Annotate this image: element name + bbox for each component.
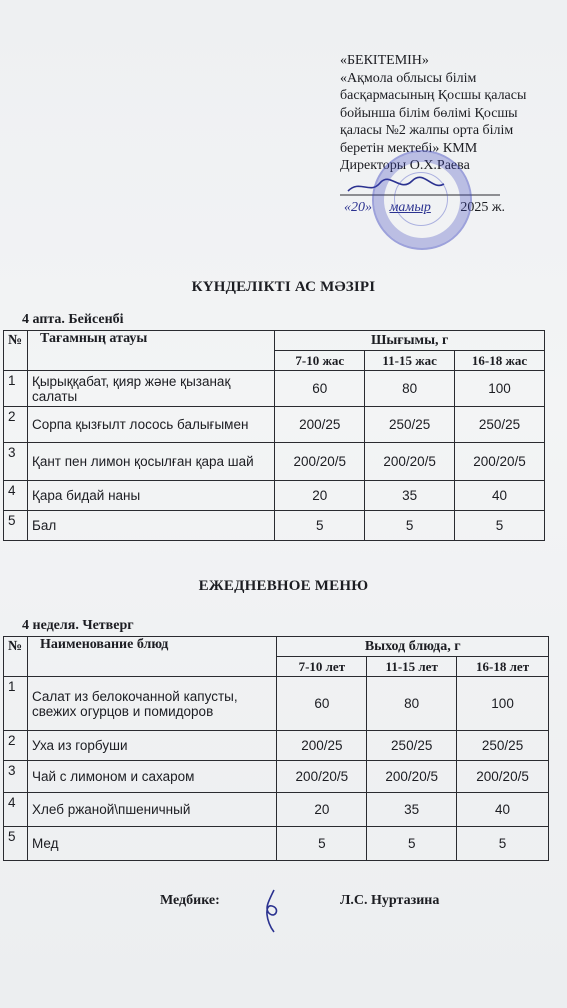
value-16-18: 100: [455, 371, 545, 407]
nurse-role: Медбике:: [160, 893, 220, 908]
stamp-inner-ring: [394, 172, 448, 226]
dish-name: Бал: [27, 511, 274, 541]
ru-menu-table: [3, 636, 549, 861]
approval-line-2: «Ақмола облысы білім: [340, 70, 477, 86]
col-name-header: Наименование блюд: [27, 637, 276, 677]
table-row: [4, 481, 545, 511]
row-num: 3: [4, 443, 28, 481]
value-16-18: 5: [457, 827, 549, 861]
value-16-18: 5: [455, 511, 545, 541]
date-day: «20»: [344, 199, 372, 215]
dish-name: Қара бидай наны: [27, 481, 274, 511]
age-col-2: 11-15 жас: [365, 351, 455, 371]
ru-title: ЕЖЕДНЕВНОЕ МЕНЮ: [198, 578, 369, 594]
approval-line-3: басқармасының Қосшы қаласы: [340, 88, 527, 103]
row-num: 5: [4, 511, 28, 541]
value-16-18: 40: [457, 793, 549, 827]
dish-name: Уха из горбуши: [27, 731, 276, 761]
age-col-3: 16-18 лет: [457, 657, 549, 677]
kz-menu-table: [3, 330, 545, 541]
approval-line-4: бойынша білім бөлімі Қосшы: [340, 105, 518, 121]
value-7-10: 5: [277, 827, 367, 861]
date-year: 2025 ж.: [460, 199, 506, 215]
date-month: мамыр: [389, 199, 431, 215]
value-11-15: 35: [367, 793, 457, 827]
value-7-10: 200/20/5: [275, 443, 365, 481]
value-11-15: 5: [367, 827, 457, 861]
value-7-10: 20: [275, 481, 365, 511]
dish-name: Мед: [27, 827, 276, 861]
table-row: [4, 761, 549, 793]
table-row: [4, 511, 545, 541]
table-row: [4, 827, 549, 861]
col-name-header: Тағамның атауы: [27, 331, 274, 371]
age-col-1: 7-10 лет: [277, 657, 367, 677]
table-header-row: [4, 637, 549, 657]
row-num: 2: [4, 407, 28, 443]
dish-name: Қант пен лимон қосылған қара шай: [27, 443, 274, 481]
value-11-15: 250/25: [367, 731, 457, 761]
value-11-15: 200/20/5: [365, 443, 455, 481]
nurse-signature: [254, 888, 294, 934]
approval-line-1: «БЕКІТЕМІН»: [340, 53, 429, 68]
value-11-15: 200/20/5: [367, 761, 457, 793]
col-output-header: Выход блюда, г: [277, 637, 549, 657]
col-output-header: Шығымы, г: [275, 331, 545, 351]
nurse-name: Л.С. Нуртазина: [340, 893, 440, 908]
value-7-10: 200/25: [277, 731, 367, 761]
col-num-header: №: [4, 637, 28, 677]
value-11-15: 35: [365, 481, 455, 511]
dish-name: Қырыққабат, қияр және қызанақ салаты: [27, 371, 274, 407]
dish-name: Хлеб ржаной\пшеничный: [27, 793, 276, 827]
value-16-18: 200/20/5: [457, 761, 549, 793]
value-16-18: 40: [455, 481, 545, 511]
row-num: 4: [4, 793, 28, 827]
value-11-15: 80: [367, 677, 457, 731]
approval-line-6: беретін мектебі» КММ: [340, 140, 478, 156]
kz-week: 4 апта. Бейсенбі: [22, 312, 124, 327]
table-row: [4, 371, 545, 407]
row-num: 3: [4, 761, 28, 793]
value-7-10: 60: [275, 371, 365, 407]
dish-name: Чай с лимоном и сахаром: [27, 761, 276, 793]
dish-name: Сорпа қызғылт лосось балығымен: [27, 407, 274, 443]
value-16-18: 200/20/5: [455, 443, 545, 481]
table-row: [4, 407, 545, 443]
value-7-10: 20: [277, 793, 367, 827]
value-7-10: 200/20/5: [277, 761, 367, 793]
table-row: [4, 677, 549, 731]
value-11-15: 250/25: [365, 407, 455, 443]
approval-line-7: Директоры О.Х.Раева: [340, 158, 470, 173]
row-num: 1: [4, 371, 28, 407]
table-header-row: [4, 331, 545, 351]
row-num: 5: [4, 827, 28, 861]
table-row: [4, 731, 549, 761]
age-col-3: 16-18 жас: [455, 351, 545, 371]
value-7-10: 60: [277, 677, 367, 731]
value-16-18: 100: [457, 677, 549, 731]
approval-line-5: қаласы №2 жалпы орта білім: [340, 123, 514, 138]
value-11-15: 80: [365, 371, 455, 407]
value-11-15: 5: [365, 511, 455, 541]
age-col-2: 11-15 лет: [367, 657, 457, 677]
kz-title: КҮНДЕЛІКТІ АС МӘЗІРІ: [191, 279, 376, 295]
row-num: 1: [4, 677, 28, 731]
table-row: [4, 793, 549, 827]
dish-name: Салат из белокочанной капусты, свежих огурцов и помидоров: [27, 677, 276, 731]
value-7-10: 5: [275, 511, 365, 541]
value-16-18: 250/25: [457, 731, 549, 761]
row-num: 2: [4, 731, 28, 761]
row-num: 4: [4, 481, 28, 511]
table-row: [4, 443, 545, 481]
ru-week: 4 неделя. Четверг: [22, 618, 134, 633]
value-16-18: 250/25: [455, 407, 545, 443]
col-num-header: №: [4, 331, 28, 371]
age-col-1: 7-10 жас: [275, 351, 365, 371]
value-7-10: 200/25: [275, 407, 365, 443]
school-stamp: [372, 150, 472, 250]
